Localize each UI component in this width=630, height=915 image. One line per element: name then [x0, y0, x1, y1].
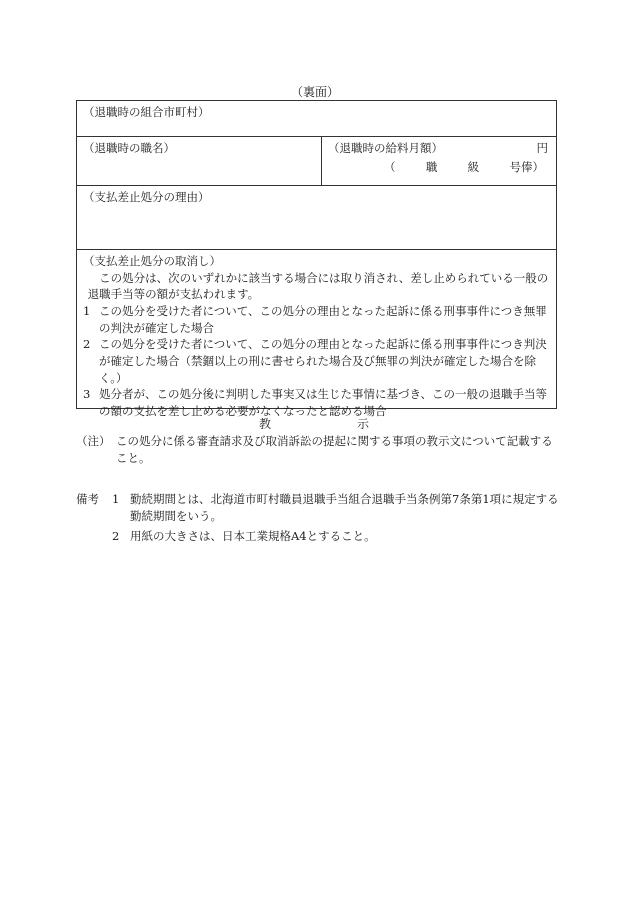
- grade-kyu: 級: [467, 160, 480, 174]
- cancel-item-text: この処分を受けた者について、この処分の理由となった起訴に係る刑事事件につき判決が確定した場合（禁錮以上の刑に書せられた場合及び無罪の判決が確定した場合を除く。）: [99, 337, 547, 385]
- note-text: この処分に係る審査請求及び取消訴訟の提起に関する事項の教示文について記載すること。: [116, 434, 553, 465]
- grade-line: [384, 159, 544, 176]
- remarks-item-text: 用紙の大きさは、日本工業規格A4とすること。: [130, 529, 376, 544]
- retire-salary-label: （退職時の給料月額）: [328, 141, 443, 155]
- retire-position-label: （退職時の職名）: [83, 141, 175, 155]
- cancel-item-text: この処分を受けた者について、この処分の理由となった起訴に係る刑事事件につき無罪の判決が確定した場合: [99, 304, 547, 335]
- remarks-item-num: 1: [112, 492, 120, 506]
- cancel-item-num: 3: [83, 387, 91, 402]
- cancel-block: [83, 253, 549, 420]
- remarks-item: [76, 528, 562, 545]
- remarks-block: [76, 491, 562, 545]
- remarks-item-text: 勤続期間とは、北海道市町村職員退職手当組合退職手当条例第7条第1項に規定する勤続期間をいう。: [130, 492, 559, 523]
- row-retire-union: [77, 101, 556, 137]
- page-heading: （裏面）: [290, 85, 339, 99]
- row-cancel: [77, 250, 556, 419]
- grade-gohou: 号俸）: [509, 160, 544, 174]
- salary-yen-unit: 円: [536, 141, 548, 155]
- cancel-item: [83, 386, 549, 419]
- note-label: （注）: [76, 434, 111, 448]
- form-table: [76, 100, 557, 419]
- remarks-item-num: 2: [112, 529, 120, 544]
- cancel-label: （支払差止処分の取消し）: [83, 254, 221, 268]
- grade-open-paren: （: [384, 160, 396, 174]
- cancel-item-num: 1: [83, 304, 91, 319]
- cancel-item-num: 2: [83, 337, 91, 352]
- row-reason: [77, 186, 556, 250]
- remarks-label: 備考: [76, 492, 99, 506]
- cancel-item: [83, 303, 549, 336]
- notice-title: [259, 416, 369, 433]
- retire-salary-cell: [322, 137, 558, 185]
- cancel-item-text: 処分者が、この処分後に判明した事実又は生じた事情に基づき、この一般の退職手当等の額の支払を差し止める必要がなくなったと認める場合: [99, 387, 548, 419]
- remarks-item: [76, 491, 562, 524]
- note-block: [76, 433, 562, 466]
- notice-title-char-2: 示: [356, 417, 369, 431]
- retire-union-label: （退職時の組合市町村）: [83, 105, 210, 119]
- notice-title-char-1: 教: [259, 417, 272, 431]
- retire-position-cell: [77, 137, 322, 185]
- reason-label: （支払差止処分の理由）: [83, 190, 210, 204]
- cancel-intro: この処分は、次のいずれかに該当する場合には取り消され、差し止められている一般の退職手当等の額が支払われます。: [87, 270, 549, 302]
- row-position-salary: [77, 137, 556, 186]
- cancel-item: [83, 336, 549, 386]
- grade-shoku: 職: [425, 160, 438, 174]
